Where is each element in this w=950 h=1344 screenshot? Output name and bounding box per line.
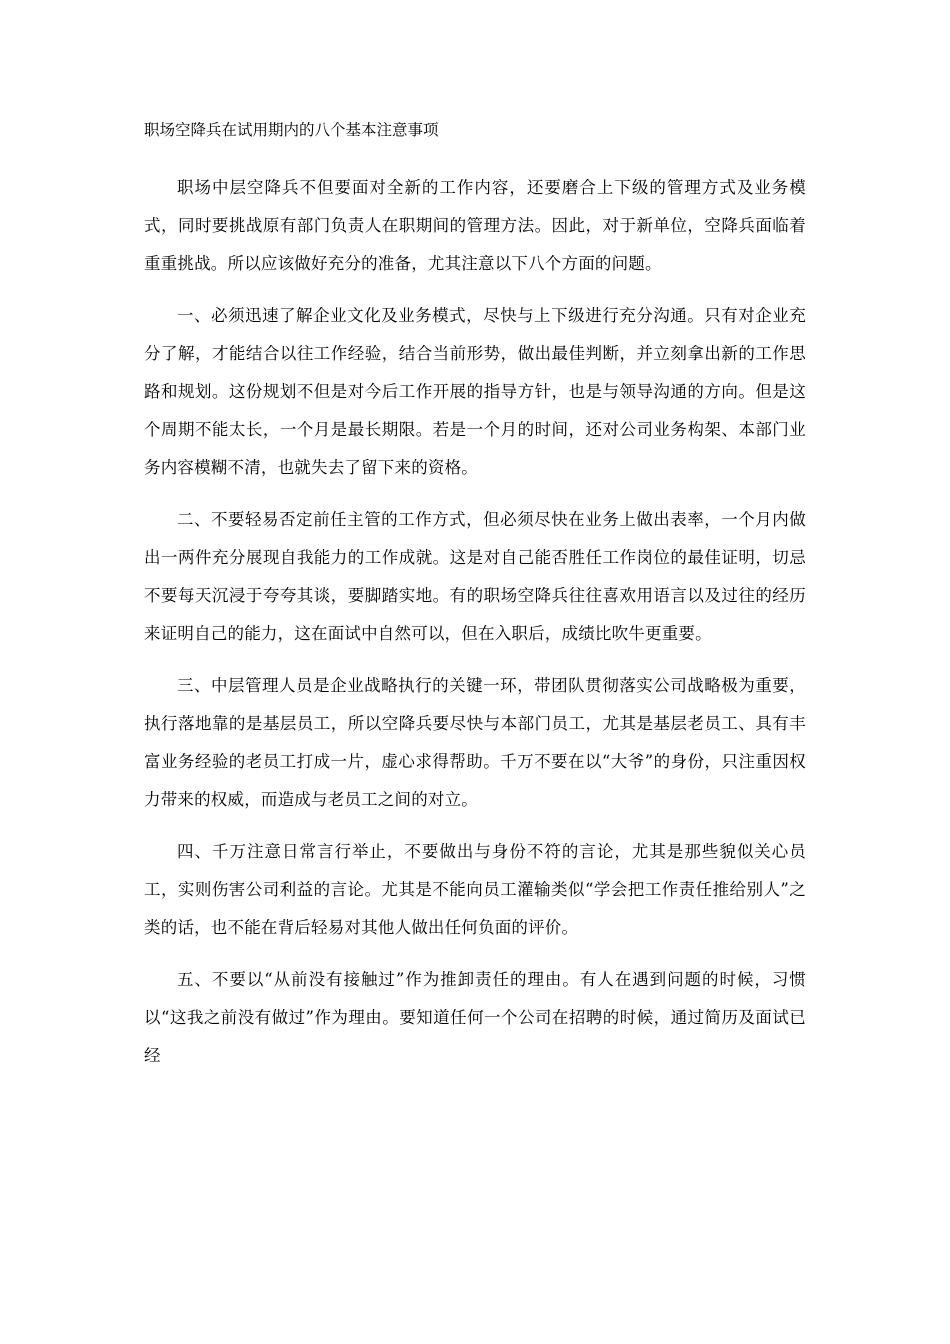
point-two-paragraph: 二、不要轻易否定前任主管的工作方式，但必须尽快在业务上做出表率，一个月内做出一两件充分展现自我能力的工作成就。这是对自己能否胜任工作岗位的最佳证明，切忌不要每天沉浸于夸夸其谈，要脚踏实地。有的职场空降兵往往喜欢用语言以及过往的经历来证明自己的能力，这在面试中自然可以，但在入职后，成绩比吹牛更重要。: [144, 510, 806, 643]
document-title: 职场空降兵在试用期内的八个基本注意事项: [144, 121, 439, 139]
point-one-paragraph: 一、必须迅速了解企业文化及业务模式，尽快与上下级进行充分沟通。只有对企业充分了解，才能结合以往工作经验，结合当前形势，做出最佳判断，并立刻拿出新的工作思路和规划。这份规划不但是对今后工作开展的指导方针，也是与领导沟通的方向。但是这个周期不能太长，一个月是最长期限。若是一个月的时间，还对公司业务构架、本部门业务内容模糊不清，也就失去了留下来的资格。: [144, 306, 806, 477]
point-three-paragraph: 三、中层管理人员是企业战略执行的关键一环，带团队贯彻落实公司战略极为重要，执行落地靠的是基层员工，所以空降兵要尽快与本部门员工，尤其是基层老员工、具有丰富业务经验的老员工打成一片，虚心求得帮助。千万不要在以“大爷”的身份，只注重因权力带来的权威，而造成与老员工之间的对立。: [144, 676, 806, 809]
point-five-paragraph: 五、不要以“从前没有接触过”作为推卸责任的理由。有人在遇到问题的时候，习惯以“这我之前没有做过”作为理由。要知道任何一个公司在招聘的时候，通过简历及面试已经: [144, 970, 806, 1065]
point-four-paragraph: 四、千万注意日常言行举止，不要做出与身份不符的言论，尤其是那些貌似关心员工，实则伤害公司利益的言论。尤其是不能向员工灌输类似“学会把工作责任推给别人”之类的话，也不能在背后轻易对其他人做出任何负面的评价。: [144, 842, 806, 937]
document-body: [144, 110, 806, 1089]
intro-paragraph: 职场中层空降兵不但要面对全新的工作内容，还要磨合上下级的管理方式及业务模式，同时要挑战原有部门负责人在职期间的管理方法。因此，对于新单位，空降兵面临着重重挑战。所以应该做好充分的准备，尤其注意以下八个方面的问题。: [144, 178, 806, 273]
